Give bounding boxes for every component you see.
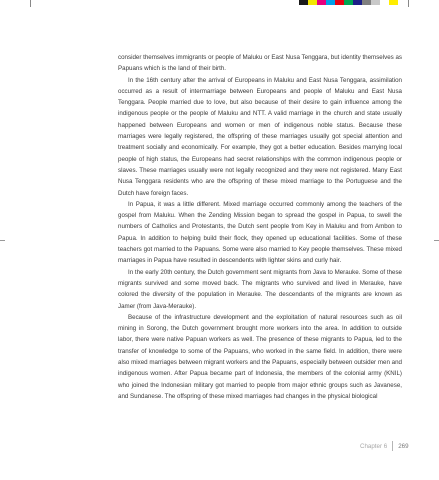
color-swatch [344,0,353,5]
paragraph: In the early 20th century, the Dutch government sent migrants from Java to Merauke. Some of these migrants survived and some moved back. The migrants who survived and lived in Merauke, have colored the diversity of the population in Merauke. The descendants of the migrants are known as Jamer (from Java-Merauke). [118,268,402,310]
color-swatch [317,0,326,5]
color-swatch [389,0,398,5]
color-swatch [371,0,380,5]
color-swatch [335,0,344,5]
registration-mark-left [0,240,5,241]
color-swatch [326,0,335,5]
paragraph: In the 16th century after the arrival of Europeans in Maluku and East Nusa Tenggara, assimilation occurred as a result of intermarriage between Europeans and people of Maluku and East Nusa Tenggara. People married due to love, but also because of their desire to gain influence among the indigenous people or the people of Maluku and NTT. A valid marriage in the church and state usually happened between Europeans and women or men of indigenous noble status. Because these marriages were legally registered, the offspring of these marriages usually got special attention and treatment socially and economically. For example, they got a better education. Besides marrying local people of high status, the Europeans had secret relationships with the common indigenous people or slaves. These marriages usually were not legally recognized and they were not registered. Many East Nusa Tenggara residents who are the offspring of these mixed marriage to the Portuguese and the Dutch have foreign faces. [118,76,402,197]
chapter-label: Chapter 6 [360,442,388,450]
page-body-text [118,52,402,402]
paragraph: consider themselves immigrants or people of Maluku or East Nusa Tenggara, but identity themselves as Papuans which is the land of their birth. [118,54,402,73]
registration-mark-right [434,240,439,241]
color-swatch [308,0,317,5]
printer-color-bar [299,0,398,5]
color-swatch [380,0,389,5]
paragraph: In Papua, it was a little different. Mixed marriage occurred commonly among the teachers of the gospel from Maluku. When the Zending Mission began to spread the gospel in Papua, to swell the numbers of Catholics and Protestants, the Dutch sent people from Key in Maluku and from Ambon to Papua. In addition to helping build their flock, they opened up educational facilities. Some of these teachers got married to the Papuans. Some were also married to Key people themselves. These mixed marriages in Papua have resulted in descendents with lighter skins and curly hair. [118,200,402,265]
footer-divider [392,441,393,451]
page-number: 269 [398,442,409,450]
color-swatch [362,0,371,5]
color-swatch [353,0,362,5]
printer-crop-marks [0,0,439,12]
page-footer [360,441,409,451]
paragraph: Because of the infrastructure development and the exploitation of natural resources such as oil mining in Sorong, the Dutch government brought more workers into the area. In addition to outside labor, there were native Papuan workers as well. The presence of these migrants to Papua, led to the transfer of knowledge to some of the Papuans, who worked in the same field. In addition, there were also mixed marriages between migrant workers and the Papuans, especially between outsider men and indigenous women. After Papua became part of Indonesia, the members of the colonial army (KNIL) who joined the Indonesian military got married to people from major ethnic groups such as Javanese, and Sundanese. The offspring of these mixed marriages had changes in the physical biological [118,313,402,400]
crop-mark [408,0,409,7]
color-swatch [299,0,308,5]
crop-mark [30,0,31,7]
